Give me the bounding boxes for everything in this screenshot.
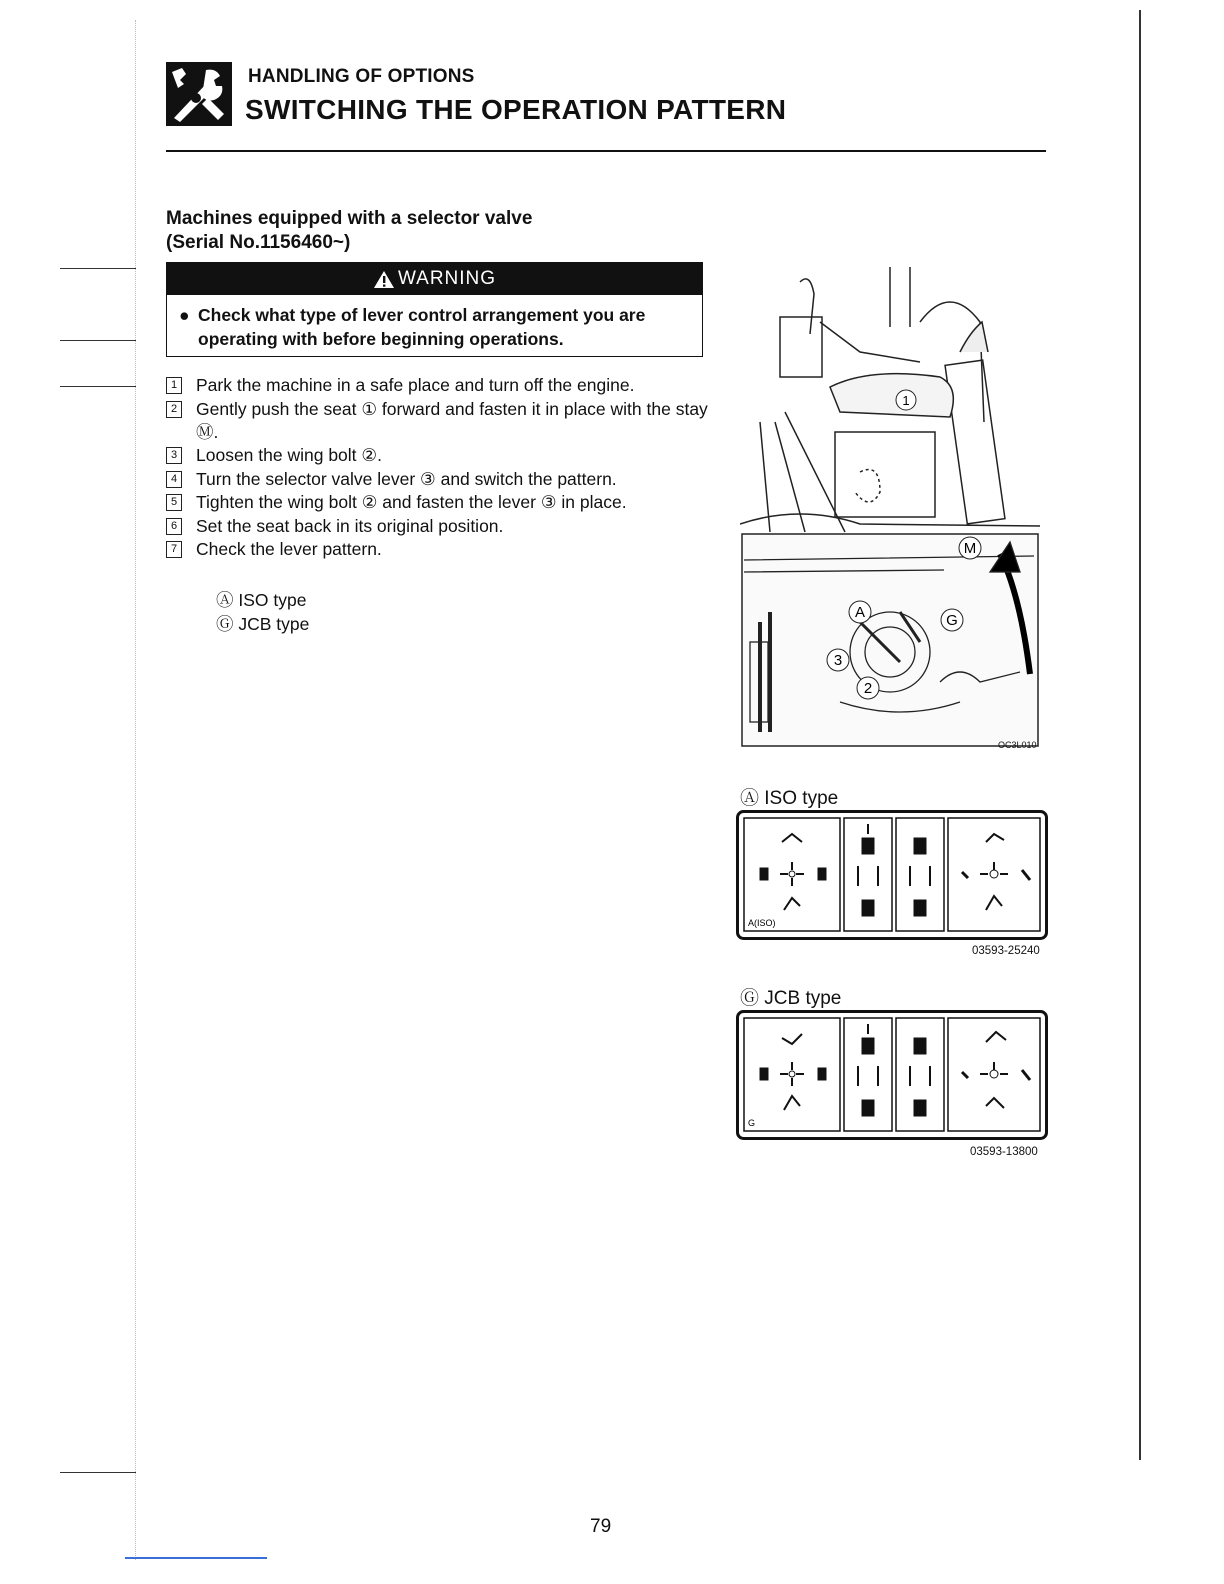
step-item (166, 538, 711, 561)
legend-jcb: Ⓖ JCB type (216, 614, 310, 634)
binder-margin-line (135, 20, 136, 1560)
step-number: 1 (166, 377, 182, 394)
svg-text:G: G (946, 612, 958, 629)
sub-heading (166, 207, 532, 255)
step-item (166, 398, 711, 444)
iso-figure-code: 03593-25240 (972, 945, 1040, 957)
pattern-legend (216, 588, 309, 636)
step-text: Gently push the seat ① forward and fasten it in place with the stay Ⓜ. (196, 398, 708, 442)
warning-header (167, 263, 702, 295)
legend-iso: Ⓐ ISO type (216, 590, 307, 610)
svg-text:1: 1 (902, 393, 910, 408)
section-label: HANDLING OF OPTIONS (248, 66, 475, 87)
margin-tick (60, 268, 136, 269)
step-item (166, 444, 711, 467)
step-item (166, 491, 711, 514)
selection-bar (125, 1557, 267, 1559)
step-text: Loosen the wing bolt ②. (196, 445, 382, 465)
svg-text:A: A (854, 604, 866, 621)
step-text: Set the seat back in its original position. (196, 515, 504, 536)
photo-label-stay (959, 537, 981, 559)
step-number: 6 (166, 518, 182, 535)
step-number: 5 (166, 494, 182, 511)
step-number: 2 (166, 401, 182, 418)
svg-text:2: 2 (863, 680, 873, 697)
step-number: 3 (166, 447, 182, 464)
step-text: Check the lever pattern. (196, 539, 382, 559)
step-item (166, 374, 711, 397)
step-item (166, 468, 711, 491)
bullet-icon: ● (179, 305, 190, 325)
warning-text: Check what type of lever control arrangement you are operating with before beginning operations. (198, 305, 646, 349)
step-number: 7 (166, 541, 182, 558)
svg-text:M: M (963, 540, 977, 557)
step-text: Park the machine in a safe place and turn off the engine. (196, 375, 635, 395)
margin-tick (60, 386, 136, 387)
step-item (166, 515, 711, 538)
warning-label: WARNING (397, 268, 497, 289)
warning-triangle-icon (373, 270, 395, 289)
step-number: 4 (166, 471, 182, 488)
jcb-caption: Ⓖ JCB type (740, 988, 842, 1009)
photo-label-seat (896, 390, 916, 410)
photo-label-iso (849, 601, 871, 623)
svg-text:3: 3 (833, 652, 843, 669)
page-title: SWITCHING THE OPERATION PATTERN (245, 94, 787, 125)
warning-box (166, 262, 703, 357)
iso-plate-label: A(ISO) (748, 918, 776, 928)
jcb-figure-code: 03593-13800 (970, 1146, 1038, 1158)
photo-code: OC3L010 (998, 740, 1037, 750)
page-number: 79 (590, 1516, 612, 1537)
jcb-plate-label: G (748, 1118, 756, 1128)
margin-tick (60, 1472, 136, 1473)
photo-label-lever (827, 649, 849, 671)
photo-label-bolt (857, 677, 879, 699)
sub-heading-line: Machines equipped with a selector valve (166, 208, 533, 229)
photo-label-jcb (941, 609, 963, 631)
warning-message (167, 295, 702, 351)
header-divider (166, 150, 1046, 152)
margin-tick (60, 340, 136, 341)
iso-pattern-plate (736, 810, 1048, 940)
step-text: Tighten the wing bolt ② and fasten the lever ③ in place. (196, 492, 627, 512)
procedure-steps (166, 374, 711, 562)
tools-wrench-icon (166, 62, 232, 126)
right-margin-line (1139, 10, 1141, 1460)
jcb-pattern-plate (736, 1010, 1048, 1140)
sub-heading-serial: (Serial No.1156460~) (166, 232, 351, 253)
machine-illustration (740, 262, 1040, 750)
iso-caption: Ⓐ ISO type (740, 788, 839, 809)
step-text: Turn the selector valve lever ③ and switch the pattern. (196, 468, 617, 489)
